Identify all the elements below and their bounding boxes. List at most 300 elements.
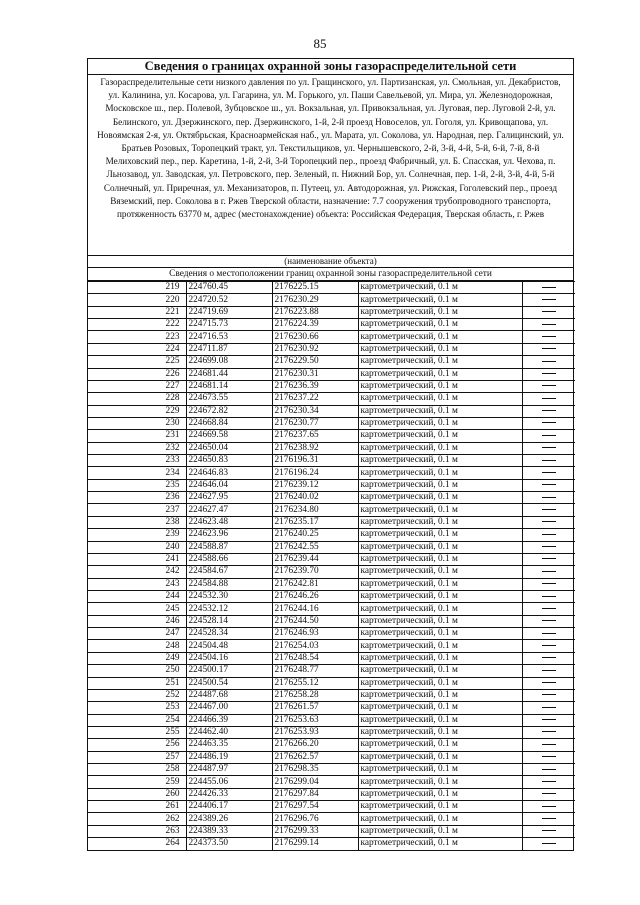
description-dash [522, 714, 575, 726]
boundary-document [87, 58, 574, 851]
table-row [88, 825, 575, 837]
description-dash [522, 788, 575, 800]
point-number: 244 [88, 590, 186, 602]
x-coordinate: 224467.00 [186, 702, 272, 714]
x-coordinate: 224588.87 [186, 541, 272, 553]
point-number: 259 [88, 776, 186, 788]
point-number: 264 [88, 838, 186, 850]
table-row [88, 615, 575, 627]
x-coordinate: 224669.58 [186, 430, 272, 442]
table-row [88, 306, 575, 318]
point-number: 256 [88, 739, 186, 751]
dash-mark [542, 756, 556, 757]
y-coordinate: 2176297.54 [272, 801, 358, 813]
determination-method: картометрический, 0.1 м [358, 319, 522, 331]
point-number: 231 [88, 430, 186, 442]
y-coordinate: 2176248.54 [272, 652, 358, 664]
table-row [88, 516, 575, 528]
table-row [88, 282, 575, 294]
x-coordinate: 224650.04 [186, 442, 272, 454]
table-row [88, 739, 575, 751]
table-row [88, 764, 575, 776]
x-coordinate: 224504.16 [186, 652, 272, 664]
description-dash [522, 640, 575, 652]
table-row [88, 417, 575, 429]
x-coordinate: 224455.06 [186, 776, 272, 788]
dash-mark [542, 707, 556, 708]
determination-method: картометрический, 0.1 м [358, 578, 522, 590]
determination-method: картометрический, 0.1 м [358, 479, 522, 491]
point-number: 242 [88, 566, 186, 578]
table-row [88, 702, 575, 714]
dash-mark [542, 484, 556, 485]
point-number: 255 [88, 726, 186, 738]
dash-mark [542, 744, 556, 745]
y-coordinate: 2176225.15 [272, 282, 358, 294]
description-dash [522, 331, 575, 343]
x-coordinate: 224426.33 [186, 788, 272, 800]
determination-method: картометрический, 0.1 м [358, 751, 522, 763]
x-coordinate: 224623.48 [186, 516, 272, 528]
point-number: 225 [88, 356, 186, 368]
y-coordinate: 2176261.57 [272, 702, 358, 714]
x-coordinate: 224672.82 [186, 405, 272, 417]
point-number: 241 [88, 553, 186, 565]
point-number: 258 [88, 764, 186, 776]
description-dash [522, 726, 575, 738]
table-row [88, 566, 575, 578]
determination-method: картометрический, 0.1 м [358, 726, 522, 738]
determination-method: картометрический, 0.1 м [358, 677, 522, 689]
y-coordinate: 2176299.04 [272, 776, 358, 788]
point-number: 250 [88, 665, 186, 677]
determination-method: картометрический, 0.1 м [358, 442, 522, 454]
point-number: 227 [88, 380, 186, 392]
point-number: 229 [88, 405, 186, 417]
determination-method: картометрический, 0.1 м [358, 838, 522, 850]
y-coordinate: 2176235.17 [272, 516, 358, 528]
point-number: 235 [88, 479, 186, 491]
description-dash [522, 751, 575, 763]
table-row [88, 714, 575, 726]
table-row [88, 430, 575, 442]
determination-method: картометрический, 0.1 м [358, 356, 522, 368]
x-coordinate: 224528.34 [186, 628, 272, 640]
dash-mark [542, 843, 556, 844]
description-dash [522, 603, 575, 615]
y-coordinate: 2176246.93 [272, 628, 358, 640]
y-coordinate: 2176244.16 [272, 603, 358, 615]
dash-mark [542, 608, 556, 609]
description-dash [522, 801, 575, 813]
point-number: 260 [88, 788, 186, 800]
y-coordinate: 2176230.34 [272, 405, 358, 417]
determination-method: картометрический, 0.1 м [358, 368, 522, 380]
coordinates-table [88, 281, 575, 850]
table-row [88, 689, 575, 701]
point-number: 220 [88, 294, 186, 306]
dash-mark [542, 361, 556, 362]
x-coordinate: 224627.47 [186, 504, 272, 516]
point-number: 224 [88, 343, 186, 355]
y-coordinate: 2176196.24 [272, 467, 358, 479]
x-coordinate: 224668.84 [186, 417, 272, 429]
determination-method: картометрический, 0.1 м [358, 652, 522, 664]
determination-method: картометрический, 0.1 м [358, 665, 522, 677]
description-dash [522, 430, 575, 442]
table-row [88, 504, 575, 516]
x-coordinate: 224532.30 [186, 590, 272, 602]
dash-mark [542, 682, 556, 683]
x-coordinate: 224406.17 [186, 801, 272, 813]
table-row [88, 319, 575, 331]
point-number: 243 [88, 578, 186, 590]
y-coordinate: 2176237.65 [272, 430, 358, 442]
table-row [88, 393, 575, 405]
description-dash [522, 306, 575, 318]
x-coordinate: 224487.97 [186, 764, 272, 776]
determination-method: картометрический, 0.1 м [358, 788, 522, 800]
section-title: Сведения о границах охранной зоны газораспределительной сети [88, 59, 573, 75]
description-dash [522, 590, 575, 602]
table-row [88, 578, 575, 590]
point-number: 263 [88, 825, 186, 837]
table-row [88, 380, 575, 392]
y-coordinate: 2176258.28 [272, 689, 358, 701]
dash-mark [542, 336, 556, 337]
point-number: 240 [88, 541, 186, 553]
y-coordinate: 2176224.39 [272, 319, 358, 331]
determination-method: картометрический, 0.1 м [358, 640, 522, 652]
description-dash [522, 665, 575, 677]
determination-method: картометрический, 0.1 м [358, 615, 522, 627]
y-coordinate: 2176242.55 [272, 541, 358, 553]
description-dash [522, 628, 575, 640]
y-coordinate: 2176237.22 [272, 393, 358, 405]
point-number: 253 [88, 702, 186, 714]
point-number: 249 [88, 652, 186, 664]
dash-mark [542, 410, 556, 411]
table-row [88, 492, 575, 504]
table-row [88, 529, 575, 541]
x-coordinate: 224627.95 [186, 492, 272, 504]
point-number: 230 [88, 417, 186, 429]
x-coordinate: 224584.88 [186, 578, 272, 590]
point-number: 254 [88, 714, 186, 726]
point-number: 261 [88, 801, 186, 813]
description-dash [522, 442, 575, 454]
table-row [88, 776, 575, 788]
x-coordinate: 224623.96 [186, 529, 272, 541]
dash-mark [542, 657, 556, 658]
x-coordinate: 224650.83 [186, 455, 272, 467]
y-coordinate: 2176242.81 [272, 578, 358, 590]
description-dash [522, 455, 575, 467]
description-dash [522, 356, 575, 368]
table-row [88, 801, 575, 813]
y-coordinate: 2176254.03 [272, 640, 358, 652]
x-coordinate: 224486.19 [186, 751, 272, 763]
point-number: 234 [88, 467, 186, 479]
point-number: 219 [88, 282, 186, 294]
y-coordinate: 2176296.76 [272, 813, 358, 825]
dash-mark [542, 719, 556, 720]
x-coordinate: 224681.14 [186, 380, 272, 392]
description-dash [522, 479, 575, 491]
y-coordinate: 2176253.63 [272, 714, 358, 726]
determination-method: картометрический, 0.1 м [358, 553, 522, 565]
table-row [88, 294, 575, 306]
point-number: 226 [88, 368, 186, 380]
table-row [88, 590, 575, 602]
x-coordinate: 224715.73 [186, 319, 272, 331]
dash-mark [542, 645, 556, 646]
point-number: 233 [88, 455, 186, 467]
description-dash [522, 764, 575, 776]
table-row [88, 467, 575, 479]
y-coordinate: 2176230.66 [272, 331, 358, 343]
determination-method: картометрический, 0.1 м [358, 541, 522, 553]
y-coordinate: 2176297.84 [272, 788, 358, 800]
dash-mark [542, 546, 556, 547]
x-coordinate: 224699.08 [186, 356, 272, 368]
x-coordinate: 224760.45 [186, 282, 272, 294]
y-coordinate: 2176262.57 [272, 751, 358, 763]
dash-mark [542, 731, 556, 732]
x-coordinate: 224500.54 [186, 677, 272, 689]
object-name-caption: (наименование объекта) [88, 256, 573, 268]
x-coordinate: 224528.14 [186, 615, 272, 627]
description-dash [522, 380, 575, 392]
dash-mark [542, 620, 556, 621]
table-row [88, 603, 575, 615]
description-dash [522, 615, 575, 627]
description-dash [522, 492, 575, 504]
table-row [88, 368, 575, 380]
description-dash [522, 393, 575, 405]
description-dash [522, 282, 575, 294]
y-coordinate: 2176253.93 [272, 726, 358, 738]
x-coordinate: 224720.52 [186, 294, 272, 306]
determination-method: картометрический, 0.1 м [358, 306, 522, 318]
point-number: 257 [88, 751, 186, 763]
description-dash [522, 689, 575, 701]
dash-mark [542, 571, 556, 572]
dash-mark [542, 558, 556, 559]
y-coordinate: 2176230.29 [272, 294, 358, 306]
dash-mark [542, 348, 556, 349]
dash-mark [542, 596, 556, 597]
y-coordinate: 2176266.20 [272, 739, 358, 751]
description-dash [522, 417, 575, 429]
dash-mark [542, 806, 556, 807]
dash-mark [542, 299, 556, 300]
object-description: Газораспределительные сети низкого давления по ул. Гращинского, ул. Партизанская, ул. Смольная, ул. Декабристов, ул. Калинина, ул. Косарова, ул. Гагарина, ул. М. Горького, ул. Паши Савельевой, ул. Мира, ул. Железнодорожная, Московское ш., пер. Полевой, Зубцовское ш., ул. Вокзальная, ул. Привокзальная, ул. Луговая, пер. Луговой 2-й, ул. Белинского, ул. Дзержинского, пер. Дзержинского, 1-й, 2-й проезд Новоселов, ул. Гоголя, ул. Кривощапова, ул. Новоямская 2-я, ул. Октябрьская, Красноармейская наб., ул. Марата, ул. Соколова, ул. Народная, пер. Галицинский, ул. Братьев Розовых, Торопецкий тракт, ул. Текстильщиков, ул. Чернышевского, 2-й, 3-й, 4-й, 5-й, 6-й, 7-й, 8-й Мелиховский пер., пер. Каретина, 1-й, 2-й, 3-й Торопецкий пер., проезд Фабричный, ул. Б. Спасская, ул. Чехова, п. Льнозавод, ул. Заводская, ул. Петровского, пер. Зеленый, п. Нижний Бор, ул. Солнечная, пер. 1-й, 2-й, 3-й, 4-й, 5-й Солнечный, ул. Приречная, ул. Механизаторов, п. Путеец, ул. Автодорожная, ул. Рижская, Гоголевский пер., проезд Вяземский, пер. Соколова в г. Ржев Тверской области, назначение: 7.7 сооружения трубопроводного транспорта, протяженность 63770 м, адрес (местонахождение) объекта: Российская Федерация, Тверская область, г. Ржев [88, 75, 573, 256]
dash-mark [542, 694, 556, 695]
x-coordinate: 224487.68 [186, 689, 272, 701]
table-row [88, 455, 575, 467]
description-dash [522, 825, 575, 837]
description-dash [522, 702, 575, 714]
determination-method: картометрический, 0.1 м [358, 430, 522, 442]
dash-mark [542, 793, 556, 794]
description-dash [522, 813, 575, 825]
x-coordinate: 224462.40 [186, 726, 272, 738]
x-coordinate: 224500.17 [186, 665, 272, 677]
y-coordinate: 2176248.77 [272, 665, 358, 677]
y-coordinate: 2176240.02 [272, 492, 358, 504]
point-number: 221 [88, 306, 186, 318]
description-dash [522, 776, 575, 788]
x-coordinate: 224716.53 [186, 331, 272, 343]
y-coordinate: 2176229.50 [272, 356, 358, 368]
determination-method: картометрический, 0.1 м [358, 714, 522, 726]
determination-method: картометрический, 0.1 м [358, 702, 522, 714]
description-dash [522, 838, 575, 850]
table-row [88, 665, 575, 677]
point-number: 246 [88, 615, 186, 627]
determination-method: картометрический, 0.1 м [358, 393, 522, 405]
point-number: 238 [88, 516, 186, 528]
dash-mark [542, 830, 556, 831]
table-row [88, 628, 575, 640]
y-coordinate: 2176298.35 [272, 764, 358, 776]
x-coordinate: 224373.50 [186, 838, 272, 850]
y-coordinate: 2176246.26 [272, 590, 358, 602]
point-number: 262 [88, 813, 186, 825]
dash-mark [542, 287, 556, 288]
coordinates-table-body [88, 282, 575, 850]
table-row [88, 813, 575, 825]
point-number: 239 [88, 529, 186, 541]
table-row [88, 331, 575, 343]
determination-method: картометрический, 0.1 м [358, 603, 522, 615]
coordinates-caption: Сведения о местоположении границ охранной зоны газораспределительной сети [88, 268, 573, 281]
point-number: 251 [88, 677, 186, 689]
dash-mark [542, 435, 556, 436]
dash-mark [542, 769, 556, 770]
description-dash [522, 578, 575, 590]
table-row [88, 343, 575, 355]
y-coordinate: 2176299.14 [272, 838, 358, 850]
table-row [88, 838, 575, 850]
determination-method: картометрический, 0.1 м [358, 282, 522, 294]
dash-mark [542, 583, 556, 584]
determination-method: картометрический, 0.1 м [358, 566, 522, 578]
x-coordinate: 224532.12 [186, 603, 272, 615]
table-row [88, 356, 575, 368]
page-number: 85 [313, 36, 327, 51]
dash-mark [542, 781, 556, 782]
point-number: 223 [88, 331, 186, 343]
y-coordinate: 2176196.31 [272, 455, 358, 467]
dash-mark [542, 422, 556, 423]
description-dash [522, 343, 575, 355]
y-coordinate: 2176223.88 [272, 306, 358, 318]
dash-mark [542, 818, 556, 819]
y-coordinate: 2176230.77 [272, 417, 358, 429]
dash-mark [542, 497, 556, 498]
determination-method: картометрический, 0.1 м [358, 689, 522, 701]
description-dash [522, 566, 575, 578]
dash-mark [542, 311, 556, 312]
description-dash [522, 504, 575, 516]
determination-method: картометрический, 0.1 м [358, 492, 522, 504]
dash-mark [542, 521, 556, 522]
description-dash [522, 467, 575, 479]
y-coordinate: 2176238.92 [272, 442, 358, 454]
y-coordinate: 2176244.50 [272, 615, 358, 627]
table-row [88, 479, 575, 491]
table-row [88, 677, 575, 689]
x-coordinate: 224588.66 [186, 553, 272, 565]
description-dash [522, 652, 575, 664]
description-dash [522, 553, 575, 565]
table-row [88, 751, 575, 763]
dash-mark [542, 373, 556, 374]
x-coordinate: 224463.35 [186, 739, 272, 751]
determination-method: картометрический, 0.1 м [358, 504, 522, 516]
determination-method: картометрический, 0.1 м [358, 825, 522, 837]
determination-method: картометрический, 0.1 м [358, 764, 522, 776]
dash-mark [542, 460, 556, 461]
y-coordinate: 2176255.12 [272, 677, 358, 689]
dash-mark [542, 385, 556, 386]
determination-method: картометрический, 0.1 м [358, 417, 522, 429]
x-coordinate: 224389.33 [186, 825, 272, 837]
table-row [88, 788, 575, 800]
point-number: 236 [88, 492, 186, 504]
table-row [88, 442, 575, 454]
dash-mark [542, 670, 556, 671]
point-number: 248 [88, 640, 186, 652]
table-row [88, 541, 575, 553]
description-dash [522, 541, 575, 553]
point-number: 237 [88, 504, 186, 516]
x-coordinate: 224584.67 [186, 566, 272, 578]
table-row [88, 553, 575, 565]
dash-mark [542, 398, 556, 399]
x-coordinate: 224711.87 [186, 343, 272, 355]
determination-method: картометрический, 0.1 м [358, 405, 522, 417]
x-coordinate: 224646.83 [186, 467, 272, 479]
determination-method: картометрический, 0.1 м [358, 628, 522, 640]
y-coordinate: 2176230.92 [272, 343, 358, 355]
determination-method: картометрический, 0.1 м [358, 739, 522, 751]
y-coordinate: 2176240.25 [272, 529, 358, 541]
dash-mark [542, 324, 556, 325]
determination-method: картометрический, 0.1 м [358, 801, 522, 813]
dash-mark [542, 509, 556, 510]
x-coordinate: 224389.26 [186, 813, 272, 825]
determination-method: картометрический, 0.1 м [358, 590, 522, 602]
table-row [88, 652, 575, 664]
point-number: 252 [88, 689, 186, 701]
y-coordinate: 2176299.33 [272, 825, 358, 837]
x-coordinate: 224504.48 [186, 640, 272, 652]
point-number: 245 [88, 603, 186, 615]
x-coordinate: 224681.44 [186, 368, 272, 380]
dash-mark [542, 447, 556, 448]
description-dash [522, 405, 575, 417]
x-coordinate: 224466.39 [186, 714, 272, 726]
description-dash [522, 516, 575, 528]
y-coordinate: 2176239.12 [272, 479, 358, 491]
y-coordinate: 2176239.44 [272, 553, 358, 565]
description-dash [522, 294, 575, 306]
x-coordinate: 224719.69 [186, 306, 272, 318]
y-coordinate: 2176230.31 [272, 368, 358, 380]
